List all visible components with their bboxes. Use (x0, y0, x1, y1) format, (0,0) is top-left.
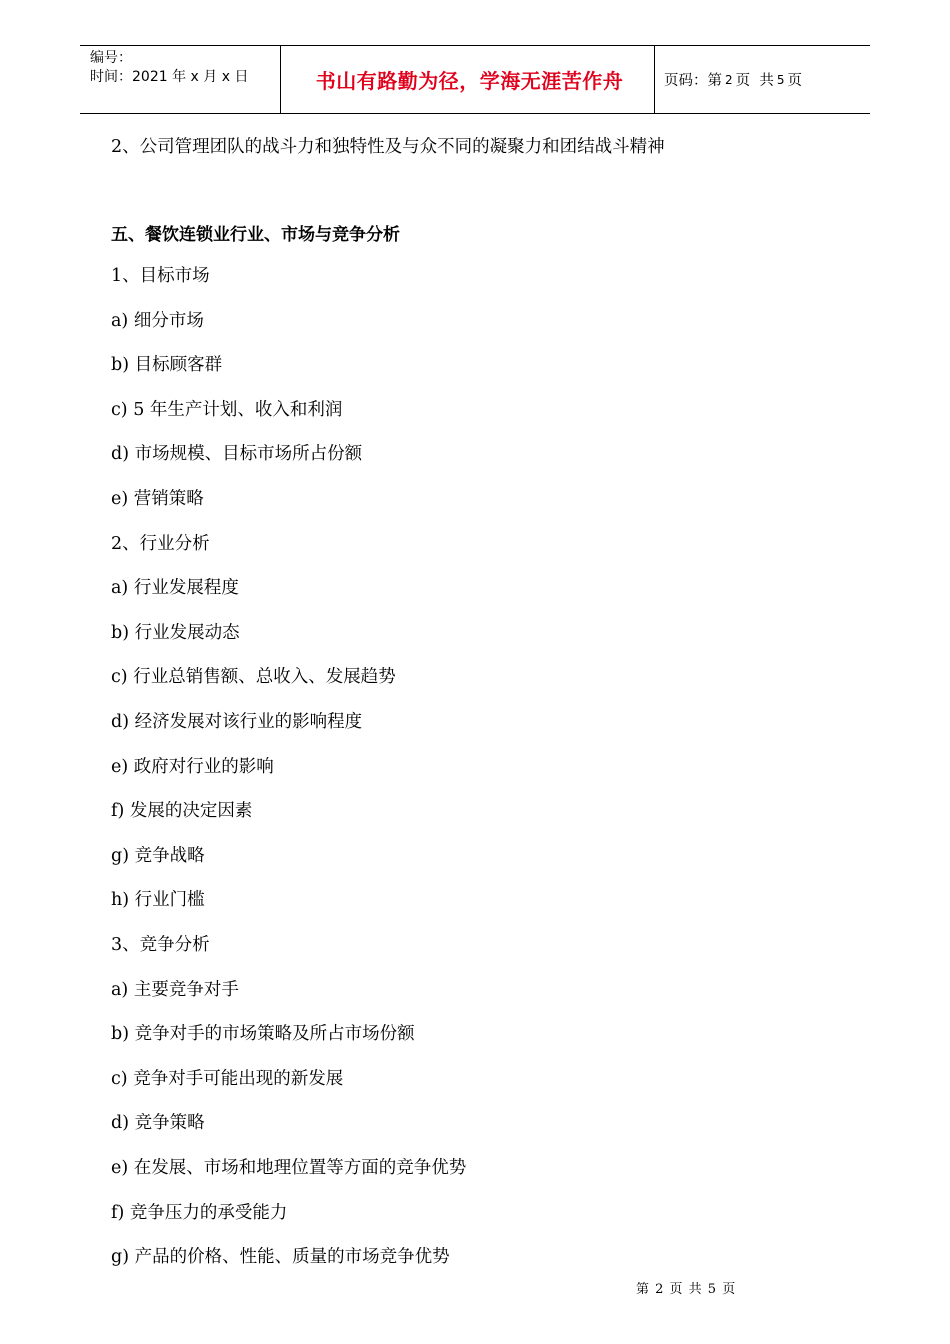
outline-item: e) 在发展、市场和地理位置等方面的竞争优势 (111, 1158, 467, 1178)
outline-item: h) 行业门槛 (111, 890, 205, 910)
section-heading: 五、餐饮连锁业行业、市场与竞争分析 (111, 225, 400, 245)
outline-item: b) 竞争对手的市场策略及所占市场份额 (111, 1024, 415, 1044)
outline-item: g) 竞争战略 (111, 846, 205, 866)
outline-item: 3、竞争分析 (111, 935, 210, 955)
outline-item: d) 经济发展对该行业的影响程度 (111, 712, 363, 732)
motto-text: 书山有路勤为径，学海无涯苦作舟 (315, 69, 624, 93)
outline-item: f) 发展的决定因素 (111, 801, 253, 821)
outline-item: a) 主要竞争对手 (111, 980, 239, 1000)
page-current: 2 (725, 72, 733, 87)
header-motto-cell (281, 46, 655, 113)
outline-item: c) 竞争对手可能出现的新发展 (111, 1069, 344, 1089)
outline-item: 2、行业分析 (111, 534, 210, 554)
outline-item: c) 行业总销售额、总收入、发展趋势 (111, 667, 396, 687)
outline-item: e) 营销策略 (111, 489, 204, 509)
outline-item: d) 市场规模、目标市场所占份额 (111, 444, 363, 464)
outline-item: d) 竞争策略 (111, 1113, 205, 1133)
time-label: 时间：2021 年 x 月 x 日 (90, 69, 249, 85)
outline-item: 1、目标市场 (111, 266, 210, 286)
page-mid: 页 共 (735, 73, 774, 89)
outline-item: e) 政府对行业的影响 (111, 757, 274, 777)
document-header (80, 45, 870, 114)
header-page-cell (655, 46, 870, 113)
outline-item: a) 细分市场 (111, 311, 204, 331)
intro-item: 2、公司管理团队的战斗力和独特性及与众不同的凝聚力和团结战斗精神 (111, 137, 665, 157)
outline-item: g) 产品的价格、性能、质量的市场竞争优势 (111, 1247, 450, 1267)
page-suffix: 页 (787, 73, 802, 89)
outline-item: f) 竞争压力的承受能力 (111, 1203, 288, 1223)
outline-item: b) 行业发展动态 (111, 623, 240, 643)
code-label: 编号： (90, 50, 132, 66)
page-total: 5 (776, 72, 785, 87)
page-footer: 第 2 页 共 5 页 (636, 1282, 737, 1297)
outline-item: a) 行业发展程度 (111, 578, 239, 598)
page-prefix: 页码：第 (664, 73, 722, 89)
outline-item: b) 目标顾客群 (111, 355, 223, 375)
outline-item: c) 5 年生产计划、收入和利润 (111, 400, 343, 420)
header-meta-cell (80, 46, 281, 113)
